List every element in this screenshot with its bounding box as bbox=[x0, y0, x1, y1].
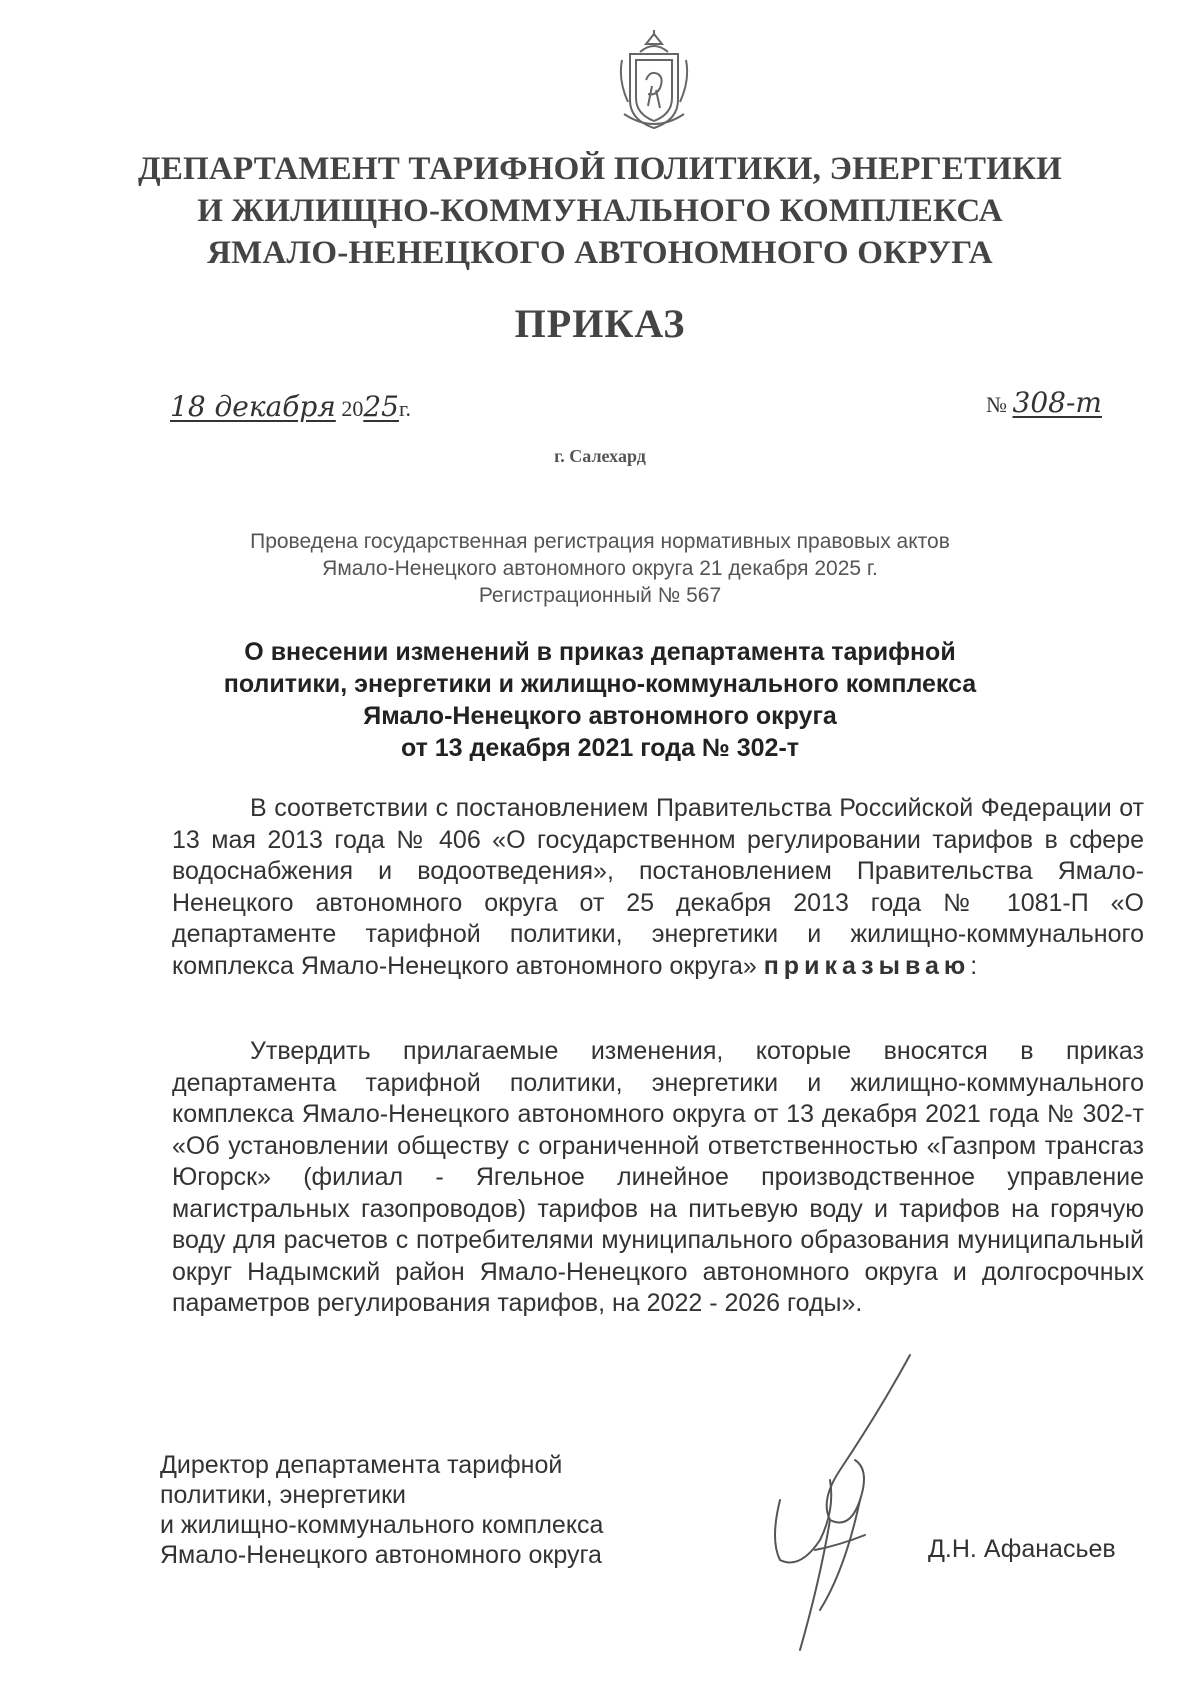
order-subject bbox=[150, 636, 1050, 764]
registration-line-3: Регистрационный № 567 bbox=[478, 584, 722, 607]
registration-line-1: Проведена государственная регистрация нормативных правовых актов bbox=[250, 530, 950, 553]
signer-title-line-3: и жилищно-коммунального комплекса bbox=[160, 1511, 604, 1539]
order-word: приказываю bbox=[763, 951, 971, 980]
document-type-title: ПРИКАЗ bbox=[514, 301, 686, 346]
operative-paragraph: Утвердить прилагаемые изменения, которые вносятся в приказ департамента тарифной политики, энергетики и жилищно-коммунального комплекса Ямало-Ненецкого автономного округа от 13 декабря 2021 года № 302-т «Об установлении обществу с ограниченной ответственностью «Газпром трансгаз Югорск» (филиал - Ягельное линейное производственное управление магистральных газопроводов) тарифов на питьевую воду и тарифов на горячую воду для расчетов с потребителями муниципального образования муниципальный округ Надымский район Ямало-Ненецкого автономного округа и долгосрочных параметров регулирования тарифов, на 2022 - 2026 годы». bbox=[172, 1037, 1144, 1317]
signer-name: Д.Н. Афанасьев bbox=[928, 1535, 1116, 1563]
registration-line-2: Ямало-Ненецкого автономного округа 21 декабря 2025 г. bbox=[322, 557, 878, 580]
coat-of-arms-icon bbox=[612, 30, 696, 134]
date-year-suffix: 25 bbox=[363, 390, 399, 423]
subject-line-3: Ямало-Ненецкого автономного округа bbox=[363, 702, 837, 730]
department-line-2: И ЖИЛИЩНО-КОММУНАЛЬНОГО КОМПЛЕКСА bbox=[197, 193, 1003, 229]
preamble-text: В соответствии с постановлением Правительства Российской Федерации от 13 мая 2013 года № 406 «О государственном регулировании тарифов в сфере водоснабжения и водоотведения», постановлением Правительства Ямало-Ненецкого автономного округа от 25 декабря 2013 года № 1081-П «О департаменте тарифной политики, энергетики и жилищно-коммунального комплекса Ямало-Ненецкого автономного округа» bbox=[172, 794, 1144, 980]
preamble-end: : bbox=[970, 951, 978, 980]
department-line-3: ЯМАЛО-НЕНЕЦКОГО АВТОНОМНОГО ОКРУГА bbox=[207, 235, 993, 271]
date-year-prefix: 20 bbox=[341, 396, 364, 421]
subject-line-1: О внесении изменений в приказ департамента тарифной bbox=[244, 638, 956, 666]
subject-line-2: политики, энергетики и жилищно-коммунального комплекса bbox=[223, 670, 977, 698]
department-header bbox=[100, 148, 1100, 274]
registration-note bbox=[150, 528, 1050, 609]
number-value: 308-т bbox=[1012, 386, 1102, 419]
date-day-month: 18 декабря bbox=[170, 390, 336, 423]
subject-line-4: от 13 декабря 2021 года № 302-т bbox=[400, 734, 800, 762]
order-date bbox=[170, 390, 411, 423]
signer-title bbox=[160, 1450, 603, 1570]
signer-title-line-4: Ямало-Ненецкого автономного округа bbox=[160, 1541, 602, 1569]
department-line-1: ДЕПАРТАМЕНТ ТАРИФНОЙ ПОЛИТИКИ, ЭНЕРГЕТИКИ bbox=[137, 151, 1063, 187]
signer-title-line-2: политики, энергетики bbox=[160, 1481, 406, 1509]
preamble-paragraph bbox=[172, 793, 1144, 982]
city: г. Салехард bbox=[554, 446, 646, 466]
number-label: № bbox=[986, 392, 1007, 417]
order-number bbox=[986, 386, 1102, 419]
date-year-unit: г. bbox=[398, 396, 411, 421]
signer-title-line-1: Директор департамента тарифной bbox=[160, 1451, 563, 1479]
handwritten-signature bbox=[760, 1350, 940, 1670]
